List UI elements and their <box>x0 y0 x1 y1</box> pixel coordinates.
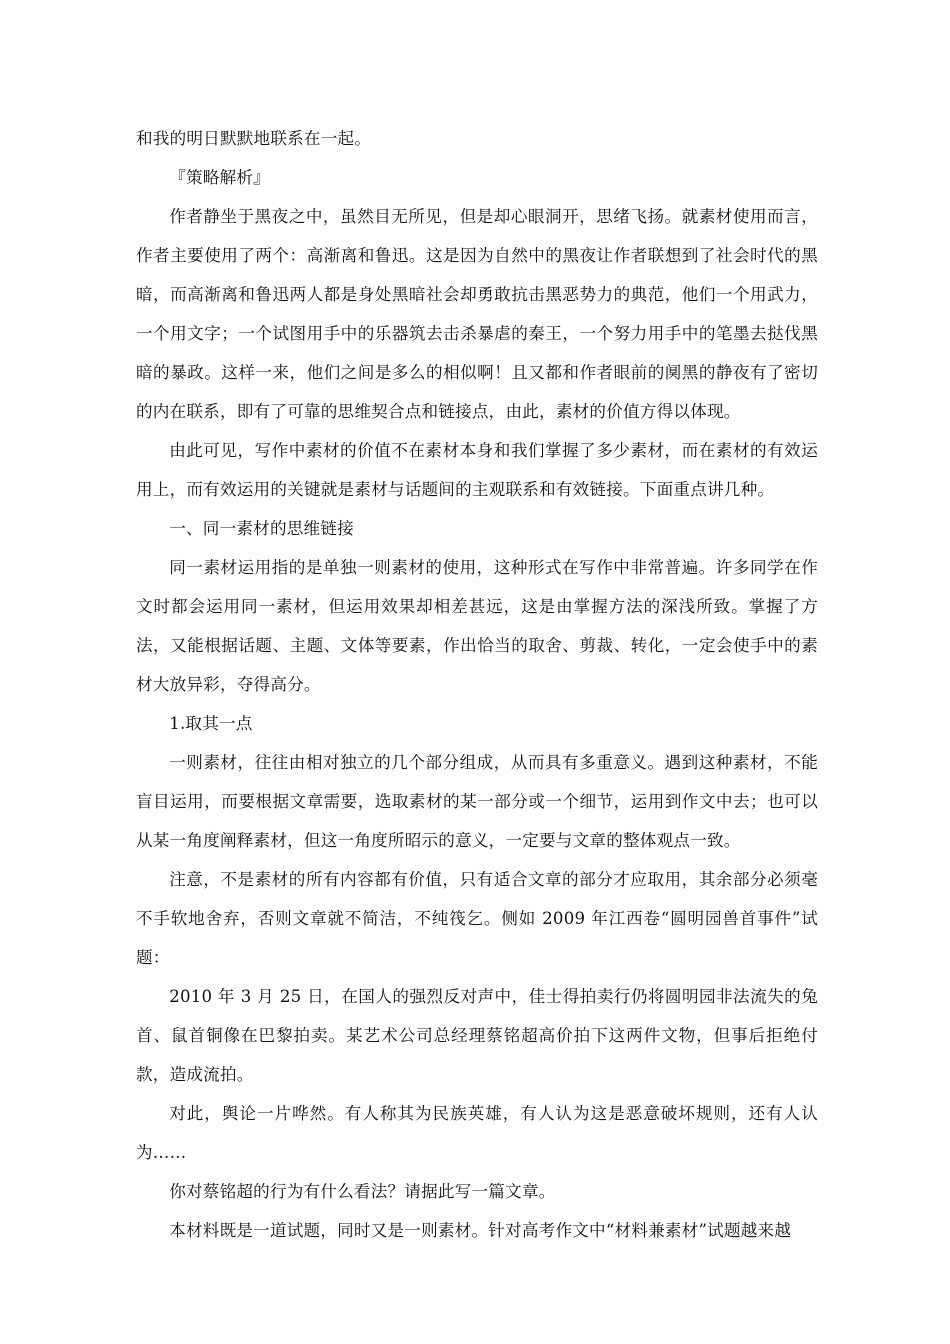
paragraph-one-material: 一则素材，往往由相对独立的几个部分组成，从而具有多重意义。遇到这种素材，不能盲目运用，而要根据文章需要，选取素材的某一部分或一个细节，运用到作文中去；也可以从某一角度阐释素材，但这一角度所昭示的意义，一定要与文章的整体观点一致。 <box>136 753 818 850</box>
section-heading-one: 一、同一素材的思维链接 <box>169 519 354 538</box>
section-heading-strategy: 『策略解析』 <box>169 168 270 187</box>
paragraph-same-material: 同一素材运用指的是单独一则素材的使用，这种形式在写作中非常普遍。许多同学在作文时都会运用同一素材，但运用效果却相差甚远，这是由掌握方法的深浅所致。掌握了方法，又能根据话题、主题、文体等要素，作出恰当的取舍、剪裁、转化，一定会使手中的素材大放异彩，夺得高分。 <box>136 558 818 694</box>
paragraph-public-opinion: 对此，舆论一片哗然。有人称其为民族英雄，有人认为这是恶意破坏规则，还有人认为…… <box>136 1104 818 1162</box>
paragraph-question: 你对蔡铭超的行为有什么看法？请据此写一篇文章。 <box>169 1182 556 1201</box>
paragraph-note: 注意，不是素材的所有内容都有价值，只有适合文章的部分才应取用，其余部分必须毫不手软地舍弃，否则文章就不简洁，不纯筏乞。侧如 2009 年江西卷“圆明园兽首事件”试题： <box>136 870 818 967</box>
document-body <box>136 119 818 1250</box>
paragraph-material-topic: 本材料既是一道试题，同时又是一则素材。针对高考作文中“材料兼素材”试题越来越 <box>169 1221 792 1240</box>
paragraph-strategy-analysis: 作者静坐于黑夜之中，虽然目无所见，但是却心眼洞开，思绪飞扬。就素材使用而言，作者主要使用了两个：高渐离和鲁迅。这是因为自然中的黑夜让作者联想到了社会时代的黑暗，而高渐离和鲁迅两人都是身处黑暗社会却勇敢抗击黑恶势力的典范，他们一个用武力，一个用文字；一个试图用手中的乐器筑去击杀暴虐的秦王，一个努力用手中的笔墨去挞伐黑暗的暴政。这样一来，他们之间是多么的相似啊！且又都和作者眼前的阒黑的静夜有了密切的内在联系，即有了可靠的思维契合点和链接点，由此，素材的价值方得以体现。 <box>136 207 818 421</box>
paragraph-auction-event: 2010 年 3 月 25 日，在国人的强烈反对声中，佳士得拍卖行仍将圆明园非法流失的兔首、鼠首铜像在巴黎拍卖。某艺术公司总经理蔡铭超高价拍下这两件文物，但事后拒绝付款，造成流拍。 <box>136 987 818 1084</box>
subheading-take-one-point: 1.取其一点 <box>169 714 253 733</box>
paragraph-1: 和我的明日默默地联系在一起。 <box>136 129 372 148</box>
paragraph-material-value: 由此可见，写作中素材的价值不在素材本身和我们掌握了多少素材，而在素材的有效运用上，而有效运用的关键就是素材与话题间的主观联系和有效链接。下面重点讲几种。 <box>136 441 818 499</box>
